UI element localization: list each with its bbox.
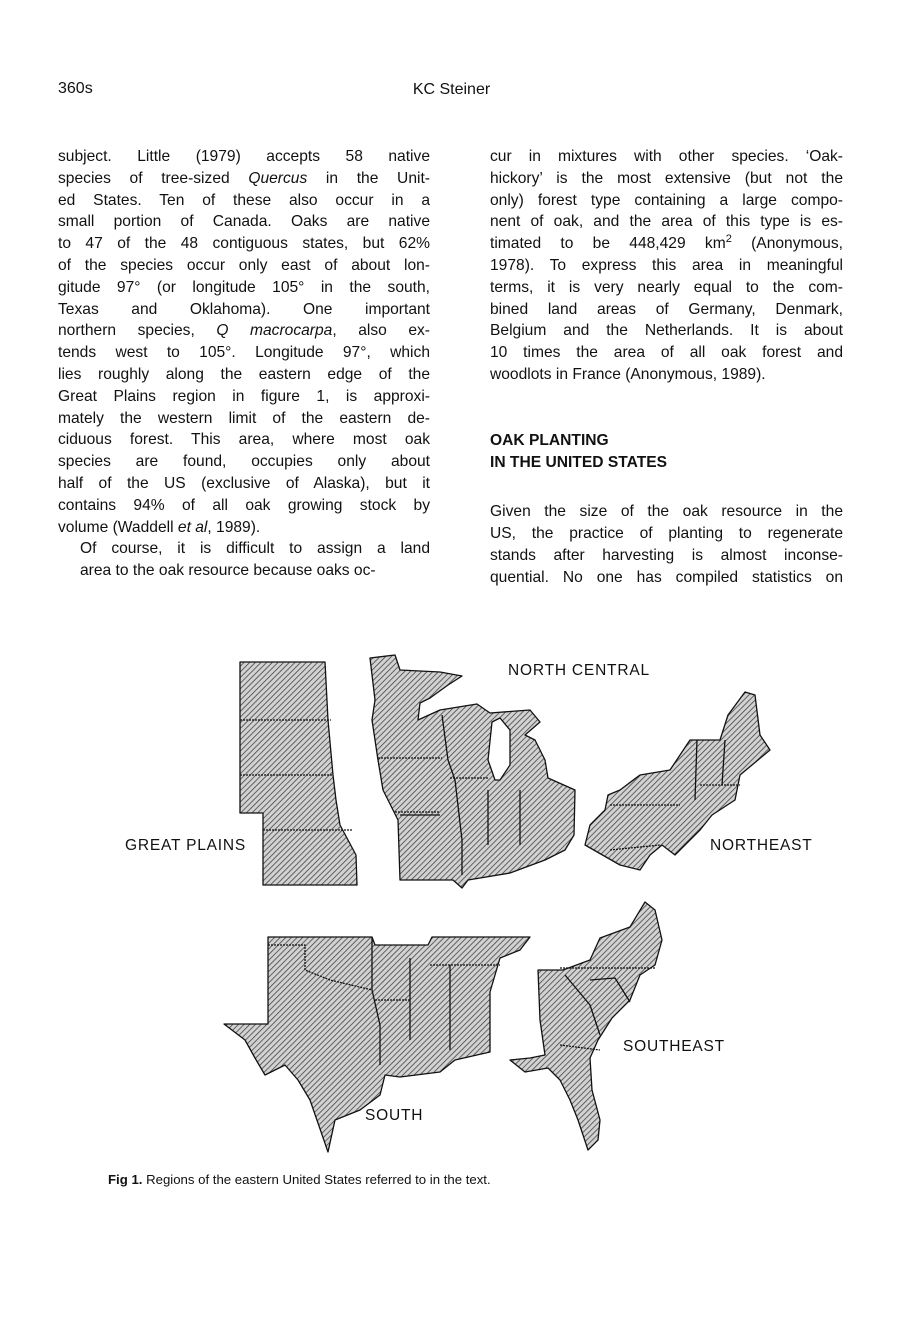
text-line: 10 times the area of all oak forest and <box>490 344 843 362</box>
text-line: northern species, Q macrocarpa, also ex- <box>58 322 430 340</box>
label-great-plains: GREAT PLAINS <box>125 837 247 854</box>
text-line: to 47 of the 48 contiguous states, but 62% <box>58 235 430 253</box>
figure-caption <box>108 1172 491 1187</box>
text-line: Great Plains region in figure 1, is approxi- <box>58 387 430 405</box>
paragraph <box>58 538 430 582</box>
text-line: lies roughly along the eastern edge of the <box>58 365 430 383</box>
text-line: US, the practice of planting to regenerate <box>490 525 843 543</box>
text-line: terms, it is very nearly equal to the com- <box>490 278 843 296</box>
text-line: 1978). To express this area in meaningful <box>490 256 843 274</box>
text-line: stands after harvesting is almost inconse- <box>490 546 843 564</box>
text-line: nent of oak, and the area of this type is es- <box>490 213 843 231</box>
text-line: species of tree-sized Quercus in the Unit- <box>58 169 430 187</box>
text-line: Belgium and the Netherlands. It is about <box>490 322 843 340</box>
text-line: only) forest type containing a large compo- <box>490 191 843 209</box>
section-heading <box>490 430 843 474</box>
text-line: Texas and Oklahoma). One important <box>58 300 430 318</box>
running-head <box>58 80 845 102</box>
text-line: small portion of Canada. Oaks are native <box>58 213 430 231</box>
section-heading-line: OAK PLANTING <box>490 431 609 449</box>
figure-map <box>0 640 903 1160</box>
text-line: cur in mixtures with other species. ‘Oak- <box>490 148 843 165</box>
label-north-central: NORTH CENTRAL <box>508 662 650 679</box>
text-line: of the species occur only east of about lon- <box>58 256 430 274</box>
running-author: KC Steiner <box>412 81 491 98</box>
great-plains-region <box>240 662 357 885</box>
section-heading-line: IN THE UNITED STATES <box>490 453 668 471</box>
left-column <box>58 146 430 582</box>
text-line: ed States. Ten of these also occur in a <box>58 191 430 209</box>
text-line: Of course, it is difficult to assign a land <box>80 540 430 558</box>
text-line: gitude 97° (or longitude 105° in the south, <box>58 278 430 296</box>
southeast-region <box>510 902 662 1150</box>
text-line: subject. Little (1979) accepts 58 native <box>58 148 430 165</box>
text-line: bined land areas of Germany, Denmark, <box>490 300 843 318</box>
label-northeast: NORTHEAST <box>710 837 813 854</box>
north-central-region <box>370 655 575 888</box>
text-line: area to the oak resource because oaks oc- <box>80 562 376 580</box>
page-number: 360s <box>58 80 93 97</box>
text-line: hickory’ is the most extensive (but not the <box>490 169 843 187</box>
text-line: Given the size of the oak resource in the <box>490 503 843 521</box>
us-regions-map <box>0 640 903 1160</box>
text-line: species are found, occupies only about <box>58 453 430 471</box>
text-line: quential. No one has compiled statistics on <box>490 568 843 586</box>
label-southeast: SOUTHEAST <box>623 1038 725 1055</box>
text-line: ciduous forest. This area, where most oak <box>58 431 430 449</box>
text-line: contains 94% of all oak growing stock by <box>58 496 430 514</box>
text-line: timated to be 448,429 $km^2$ (Anonymous, <box>490 233 843 253</box>
text-line: volume (Waddell et al, 1989). <box>58 518 261 536</box>
right-column <box>490 146 843 589</box>
text-line: half of the US (exclusive of Alaska), but it <box>58 474 430 492</box>
paragraph <box>490 146 843 386</box>
text-line: tends west to 105°. Longitude 97°, which <box>58 344 430 362</box>
caption-text: Regions of the eastern United States referred to in the text. <box>142 1172 491 1187</box>
label-south: SOUTH <box>365 1107 424 1124</box>
caption-label: Fig 1. <box>108 1172 143 1187</box>
paragraph <box>58 146 430 538</box>
text-line: mately the western limit of the eastern de- <box>58 409 430 427</box>
paragraph <box>490 501 843 588</box>
text-line: woodlots in France (Anonymous, 1989). <box>490 365 766 383</box>
